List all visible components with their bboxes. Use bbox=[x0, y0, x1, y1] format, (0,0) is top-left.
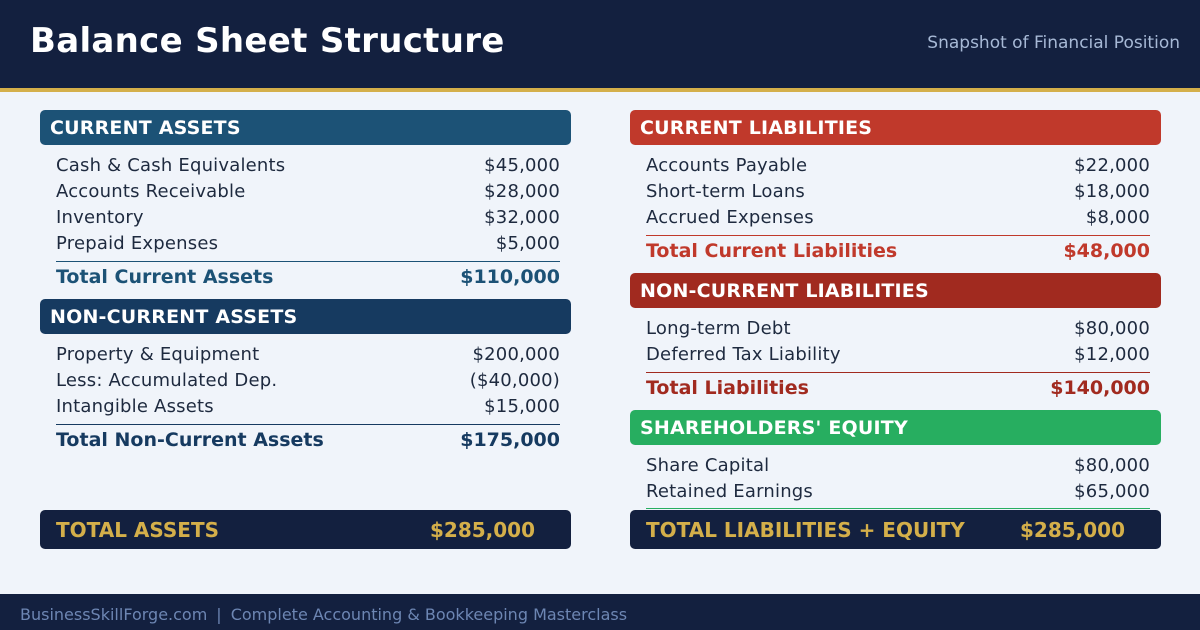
non-current-assets-list bbox=[40, 334, 571, 455]
total-label: Total Non-Current Assets bbox=[56, 429, 324, 451]
table-row bbox=[56, 154, 560, 180]
row-label: Less: Accumulated Dep. bbox=[56, 370, 278, 391]
table-row bbox=[56, 180, 560, 206]
footer-course: Complete Accounting & Bookkeeping Masterclass bbox=[230, 605, 628, 624]
table-row bbox=[646, 480, 1150, 506]
table-row bbox=[56, 206, 560, 232]
row-value: $80,000 bbox=[1074, 455, 1150, 476]
row-value: ($40,000) bbox=[469, 370, 560, 391]
table-row bbox=[646, 206, 1150, 232]
row-value: $22,000 bbox=[1074, 155, 1150, 176]
table-row bbox=[56, 395, 560, 421]
row-label: Inventory bbox=[56, 207, 144, 228]
page-title: Balance Sheet Structure bbox=[30, 21, 505, 61]
non-current-liabilities-list bbox=[630, 308, 1161, 403]
total-label: Total Current Assets bbox=[56, 266, 274, 288]
grand-total-value: $285,000 bbox=[1019, 518, 1125, 542]
grand-total-value: $285,000 bbox=[429, 518, 535, 542]
total-liabilities-row bbox=[646, 372, 1150, 403]
table-row bbox=[646, 454, 1150, 480]
row-label: Accounts Receivable bbox=[56, 181, 246, 202]
total-current-liabilities-row bbox=[646, 235, 1150, 266]
row-value: $200,000 bbox=[472, 344, 560, 365]
total-value: $48,000 bbox=[1063, 240, 1150, 262]
total-non-current-assets-row bbox=[56, 424, 560, 455]
assets-column bbox=[40, 110, 571, 455]
total-value: $175,000 bbox=[460, 429, 560, 451]
table-row bbox=[646, 343, 1150, 369]
row-label: Prepaid Expenses bbox=[56, 233, 219, 254]
table-row bbox=[56, 369, 560, 395]
row-label: Intangible Assets bbox=[56, 396, 214, 417]
grand-total-label: TOTAL LIABILITIES + EQUITY bbox=[646, 518, 965, 542]
header-divider bbox=[0, 88, 1200, 92]
row-label: Retained Earnings bbox=[646, 481, 813, 502]
non-current-liabilities-heading: NON-CURRENT LIABILITIES bbox=[630, 273, 1161, 308]
row-value: $32,000 bbox=[484, 207, 560, 228]
page-subtitle: Snapshot of Financial Position bbox=[927, 33, 1180, 53]
equity-list bbox=[630, 445, 1161, 509]
row-label: Accounts Payable bbox=[646, 155, 808, 176]
row-value: $28,000 bbox=[484, 181, 560, 202]
row-value: $12,000 bbox=[1074, 344, 1150, 365]
row-label: Accrued Expenses bbox=[646, 207, 814, 228]
row-label: Cash & Cash Equivalents bbox=[56, 155, 286, 176]
row-label: Long-term Debt bbox=[646, 318, 791, 339]
table-row bbox=[646, 154, 1150, 180]
equity-heading: SHAREHOLDERS' EQUITY bbox=[630, 410, 1161, 445]
row-label: Short-term Loans bbox=[646, 181, 806, 202]
total-label: Total Current Liabilities bbox=[646, 240, 898, 262]
total-assets-bar bbox=[40, 510, 571, 549]
current-liabilities-list bbox=[630, 145, 1161, 266]
header-bar bbox=[0, 0, 1200, 88]
footer-separator: | bbox=[216, 605, 222, 624]
footer-site: BusinessSkillForge.com bbox=[20, 605, 208, 624]
non-current-assets-heading: NON-CURRENT ASSETS bbox=[40, 299, 571, 334]
row-value: $45,000 bbox=[484, 155, 560, 176]
row-value: $15,000 bbox=[484, 396, 560, 417]
row-value: $80,000 bbox=[1074, 318, 1150, 339]
current-assets-list bbox=[40, 145, 571, 292]
liabilities-equity-column bbox=[630, 110, 1161, 509]
total-label: Total Liabilities bbox=[646, 377, 809, 399]
current-assets-heading: CURRENT ASSETS bbox=[40, 110, 571, 145]
row-label: Share Capital bbox=[646, 455, 770, 476]
row-value: $18,000 bbox=[1074, 181, 1150, 202]
total-current-assets-row bbox=[56, 261, 560, 292]
total-value: $110,000 bbox=[460, 266, 560, 288]
row-label: Property & Equipment bbox=[56, 344, 260, 365]
row-value: $5,000 bbox=[495, 233, 560, 254]
table-row bbox=[646, 317, 1150, 343]
table-row bbox=[56, 343, 560, 369]
equity-divider bbox=[646, 508, 1150, 509]
table-row bbox=[56, 232, 560, 258]
current-liabilities-heading: CURRENT LIABILITIES bbox=[630, 110, 1161, 145]
grand-total-label: TOTAL ASSETS bbox=[56, 518, 220, 542]
table-row bbox=[646, 180, 1150, 206]
total-liabilities-equity-bar bbox=[630, 510, 1161, 549]
row-value: $65,000 bbox=[1074, 481, 1150, 502]
total-value: $140,000 bbox=[1050, 377, 1150, 399]
footer-bar bbox=[0, 594, 1200, 630]
row-value: $8,000 bbox=[1085, 207, 1150, 228]
row-label: Deferred Tax Liability bbox=[646, 344, 841, 365]
